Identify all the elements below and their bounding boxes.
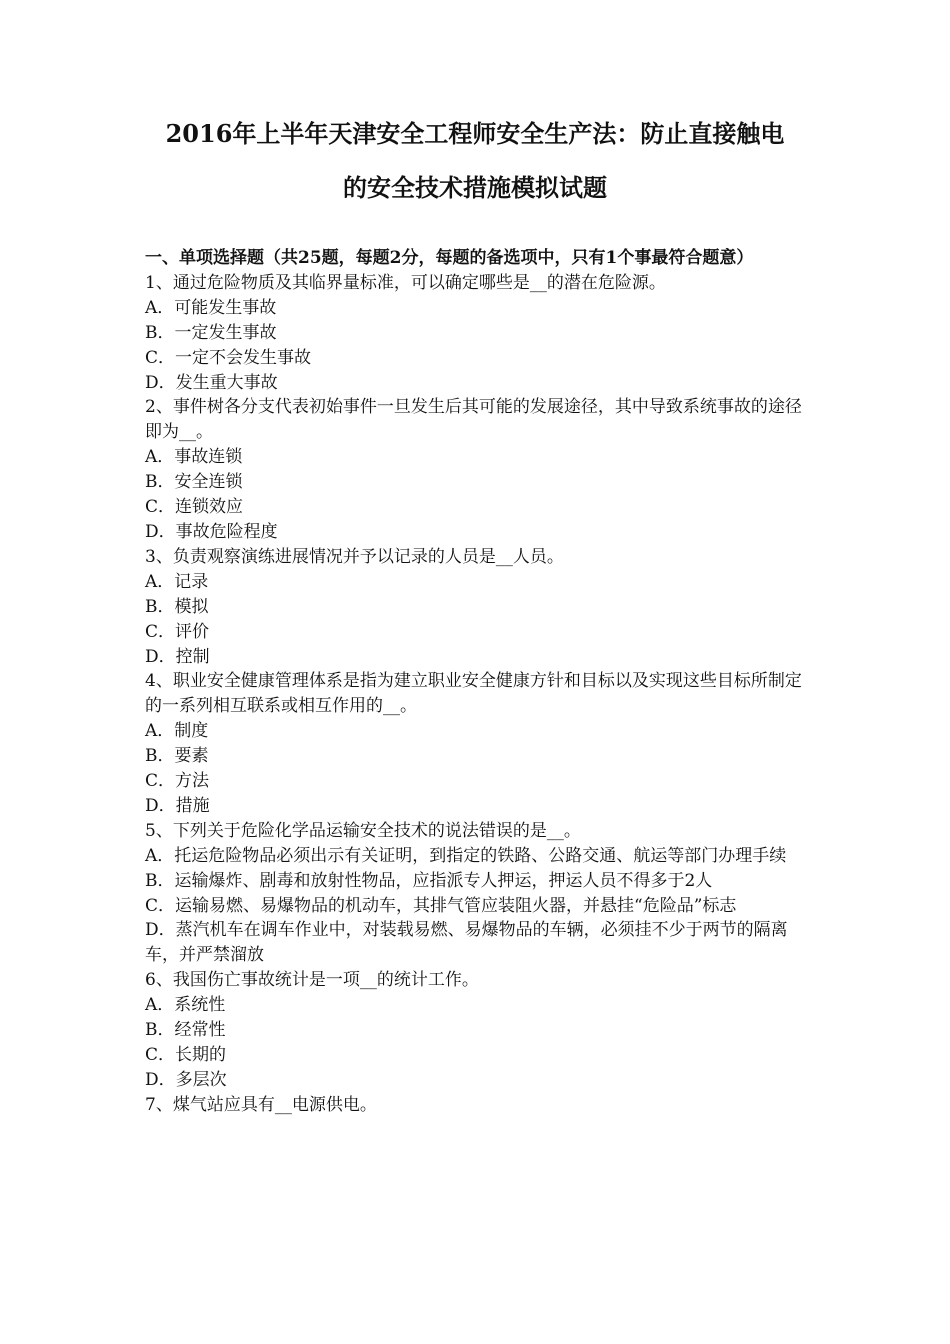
question-stem: 3、负责观察演练进展情况并予以记录的人员是__人员。 (145, 546, 564, 567)
section-heading: 一、单项选择题（共25题，每题2分，每题的备选项中，只有1个事最符合题意） (145, 248, 754, 268)
question-stem: 5、下列关于危险化学品运输安全技术的说法错误的是__。 (145, 820, 581, 841)
option-d: D．控制 (145, 646, 210, 667)
option-a: A．系统性 (145, 995, 226, 1016)
option-b: B．安全连锁 (145, 472, 243, 493)
option-d: D．多层次 (145, 1069, 227, 1090)
option-a: A．事故连锁 (145, 447, 243, 468)
question-7 (145, 1093, 810, 1118)
option-c: C．评价 (145, 621, 210, 642)
question-5 (145, 819, 810, 968)
option-a: A．制度 (145, 721, 209, 742)
option-a: A．记录 (145, 571, 209, 592)
question-stem: 7、煤气站应具有__电源供电。 (145, 1094, 377, 1115)
question-stem: 1、通过危险物质及其临界量标准，可以确定哪些是__的潜在危险源。 (145, 272, 666, 293)
document-title-line-2: 的安全技术措施模拟试题 (343, 173, 607, 202)
option-b: B．经常性 (145, 1020, 226, 1041)
option-b: B．运输爆炸、剧毒和放射性物品，应指派专人押运，押运人员不得多于2人 (145, 870, 713, 891)
option-a: A．可能发生事故 (145, 297, 277, 318)
option-a: A．托运危险物品必须出示有关证明，到指定的铁路、公路交通、航运等部门办理手续 (145, 845, 787, 866)
option-c: C．连锁效应 (145, 497, 244, 518)
question-3 (145, 545, 810, 670)
question-1 (145, 271, 810, 396)
question-6 (145, 968, 810, 1093)
option-d: D．发生重大事故 (145, 372, 278, 393)
option-b: B．一定发生事故 (145, 322, 277, 343)
option-c: C．运输易燃、易爆物品的机动车，其排气管应装阻火器，并悬挂“危险品”标志 (145, 895, 737, 916)
question-4 (145, 669, 810, 818)
question-stem: 2、事件树各分支代表初始事件一旦发生后其可能的发展途径，其中导致系统事故的途径即为__。 (145, 397, 802, 443)
document-title-line-1: 2016年上半年天津安全工程师安全生产法：防止直接触电 (165, 119, 785, 148)
option-b: B．模拟 (145, 596, 209, 617)
document-body (145, 246, 810, 1118)
option-c: C．长期的 (145, 1045, 227, 1065)
question-stem: 6、我国伤亡事故统计是一项__的统计工作。 (145, 970, 479, 991)
option-b: B．要素 (145, 746, 209, 767)
option-d: D．蒸汽机车在调车作业中，对装载易燃、易爆物品的车辆，必须挂不少于两节的隔离车，并严禁溜放 (145, 920, 788, 966)
question-2 (145, 395, 810, 544)
option-d: D．措施 (145, 795, 210, 816)
option-c: C．方法 (145, 771, 210, 792)
question-stem: 4、职业安全健康管理体系是指为建立职业安全健康方针和目标以及实现这些目标所制定的一系列相互联系或相互作用的__。 (145, 671, 802, 717)
option-d: D．事故危险程度 (145, 521, 278, 542)
option-c: C．一定不会发生事故 (145, 347, 312, 368)
